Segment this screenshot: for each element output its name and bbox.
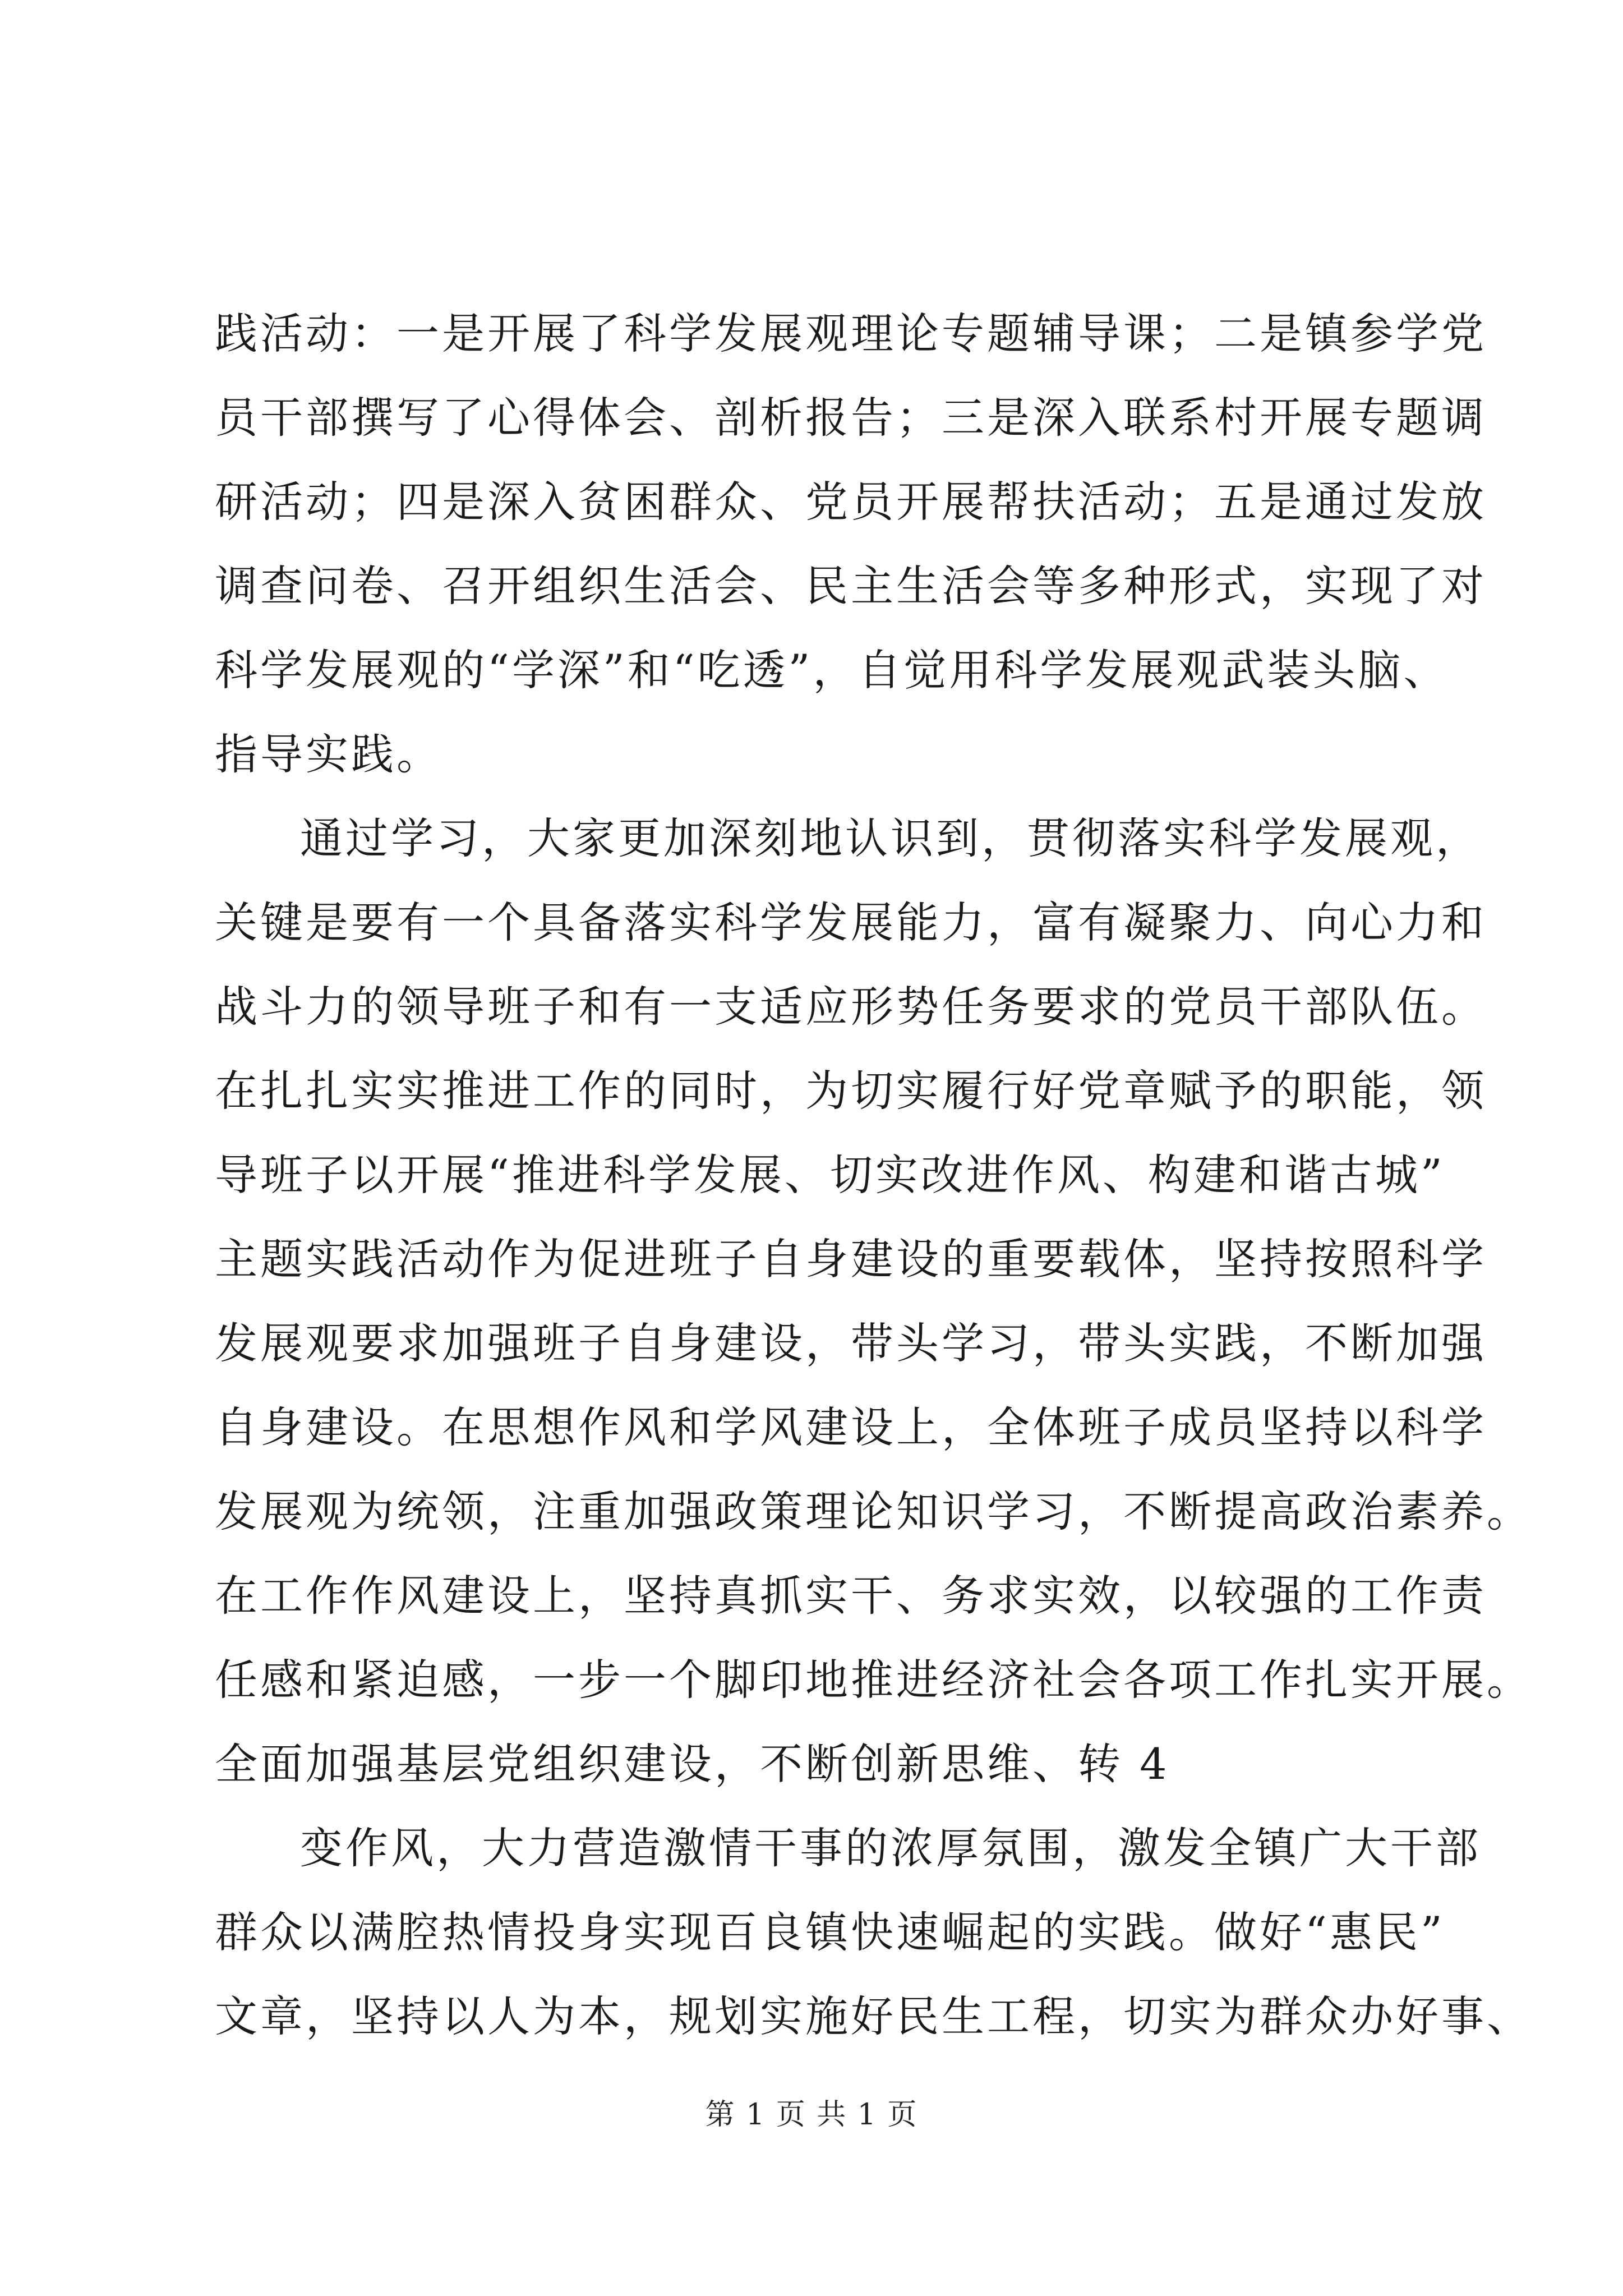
text-line: 自身建设。在思想作风和学风建设上，全体班子成员坚持以科学 — [215, 1402, 1487, 1452]
text-line: 文章，坚持以人为本，规划实施好民生工程，切实为群众办好事、 — [215, 1991, 1532, 2041]
text-line: 发展观为统领，注重加强政策理论知识学习，不断提高政治素养。 — [215, 1487, 1532, 1536]
text-line: 主题实践活动作为促进班子自身建设的重要载体，坚持按照科学 — [215, 1234, 1487, 1284]
text-line: 通过学习，大家更加深刻地认识到，贯彻落实科学发展观， — [300, 813, 1481, 863]
body-text — [215, 292, 1532, 2059]
text-line: 在扎扎实实推进工作的同时，为切实履行好党章赋予的职能，领 — [215, 1066, 1487, 1116]
text-line: 调查问卷、召开组织生活会、民主生活会等多种形式，实现了对 — [215, 561, 1487, 611]
text-line: 发展观要求加强班子自身建设，带头学习，带头实践，不断加强 — [215, 1318, 1487, 1368]
text-line: 群众以满腔热情投身实现百良镇快速崛起的实践。做好“惠民” — [215, 1907, 1445, 1957]
text-line: 关键是要有一个具备落实科学发展能力，富有凝聚力、向心力和 — [215, 898, 1487, 947]
text-line: 导班子以开展“推进科学发展、切实改进作风、构建和谐古城” — [215, 1150, 1445, 1200]
text-line: 践活动：一是开展了科学发展观理论专题辅导课；二是镇参学党 — [215, 309, 1487, 358]
text-line: 指导实践。 — [215, 729, 442, 779]
text-line: 在工作作风建设上，坚持真抓实干、务求实效，以较强的工作责 — [215, 1571, 1487, 1621]
text-line: 变作风，大力营造激情干事的浓厚氛围，激发全镇广大干部 — [300, 1823, 1481, 1873]
text-line: 任感和紧迫感，一步一个脚印地推进经济社会各项工作扎实开展。 — [215, 1655, 1532, 1705]
text-line: 战斗力的领导班子和有一支适应形势任务要求的党员干部队伍。 — [215, 982, 1487, 1032]
text-line: 员干部撰写了心得体会、剖析报告；三是深入联系村开展专题调 — [215, 393, 1487, 443]
page-footer: 第 1 页 共 1 页 — [705, 2098, 918, 2132]
text-line: 科学发展观的“学深”和“吃透”，自觉用科学发展观武装头脑、 — [215, 645, 1449, 695]
text-line: 全面加强基层党组织建设，不断创新思维、转 4 — [215, 1739, 1170, 1789]
text-line: 研活动；四是深入贫困群众、党员开展帮扶活动；五是通过发放 — [215, 477, 1487, 527]
